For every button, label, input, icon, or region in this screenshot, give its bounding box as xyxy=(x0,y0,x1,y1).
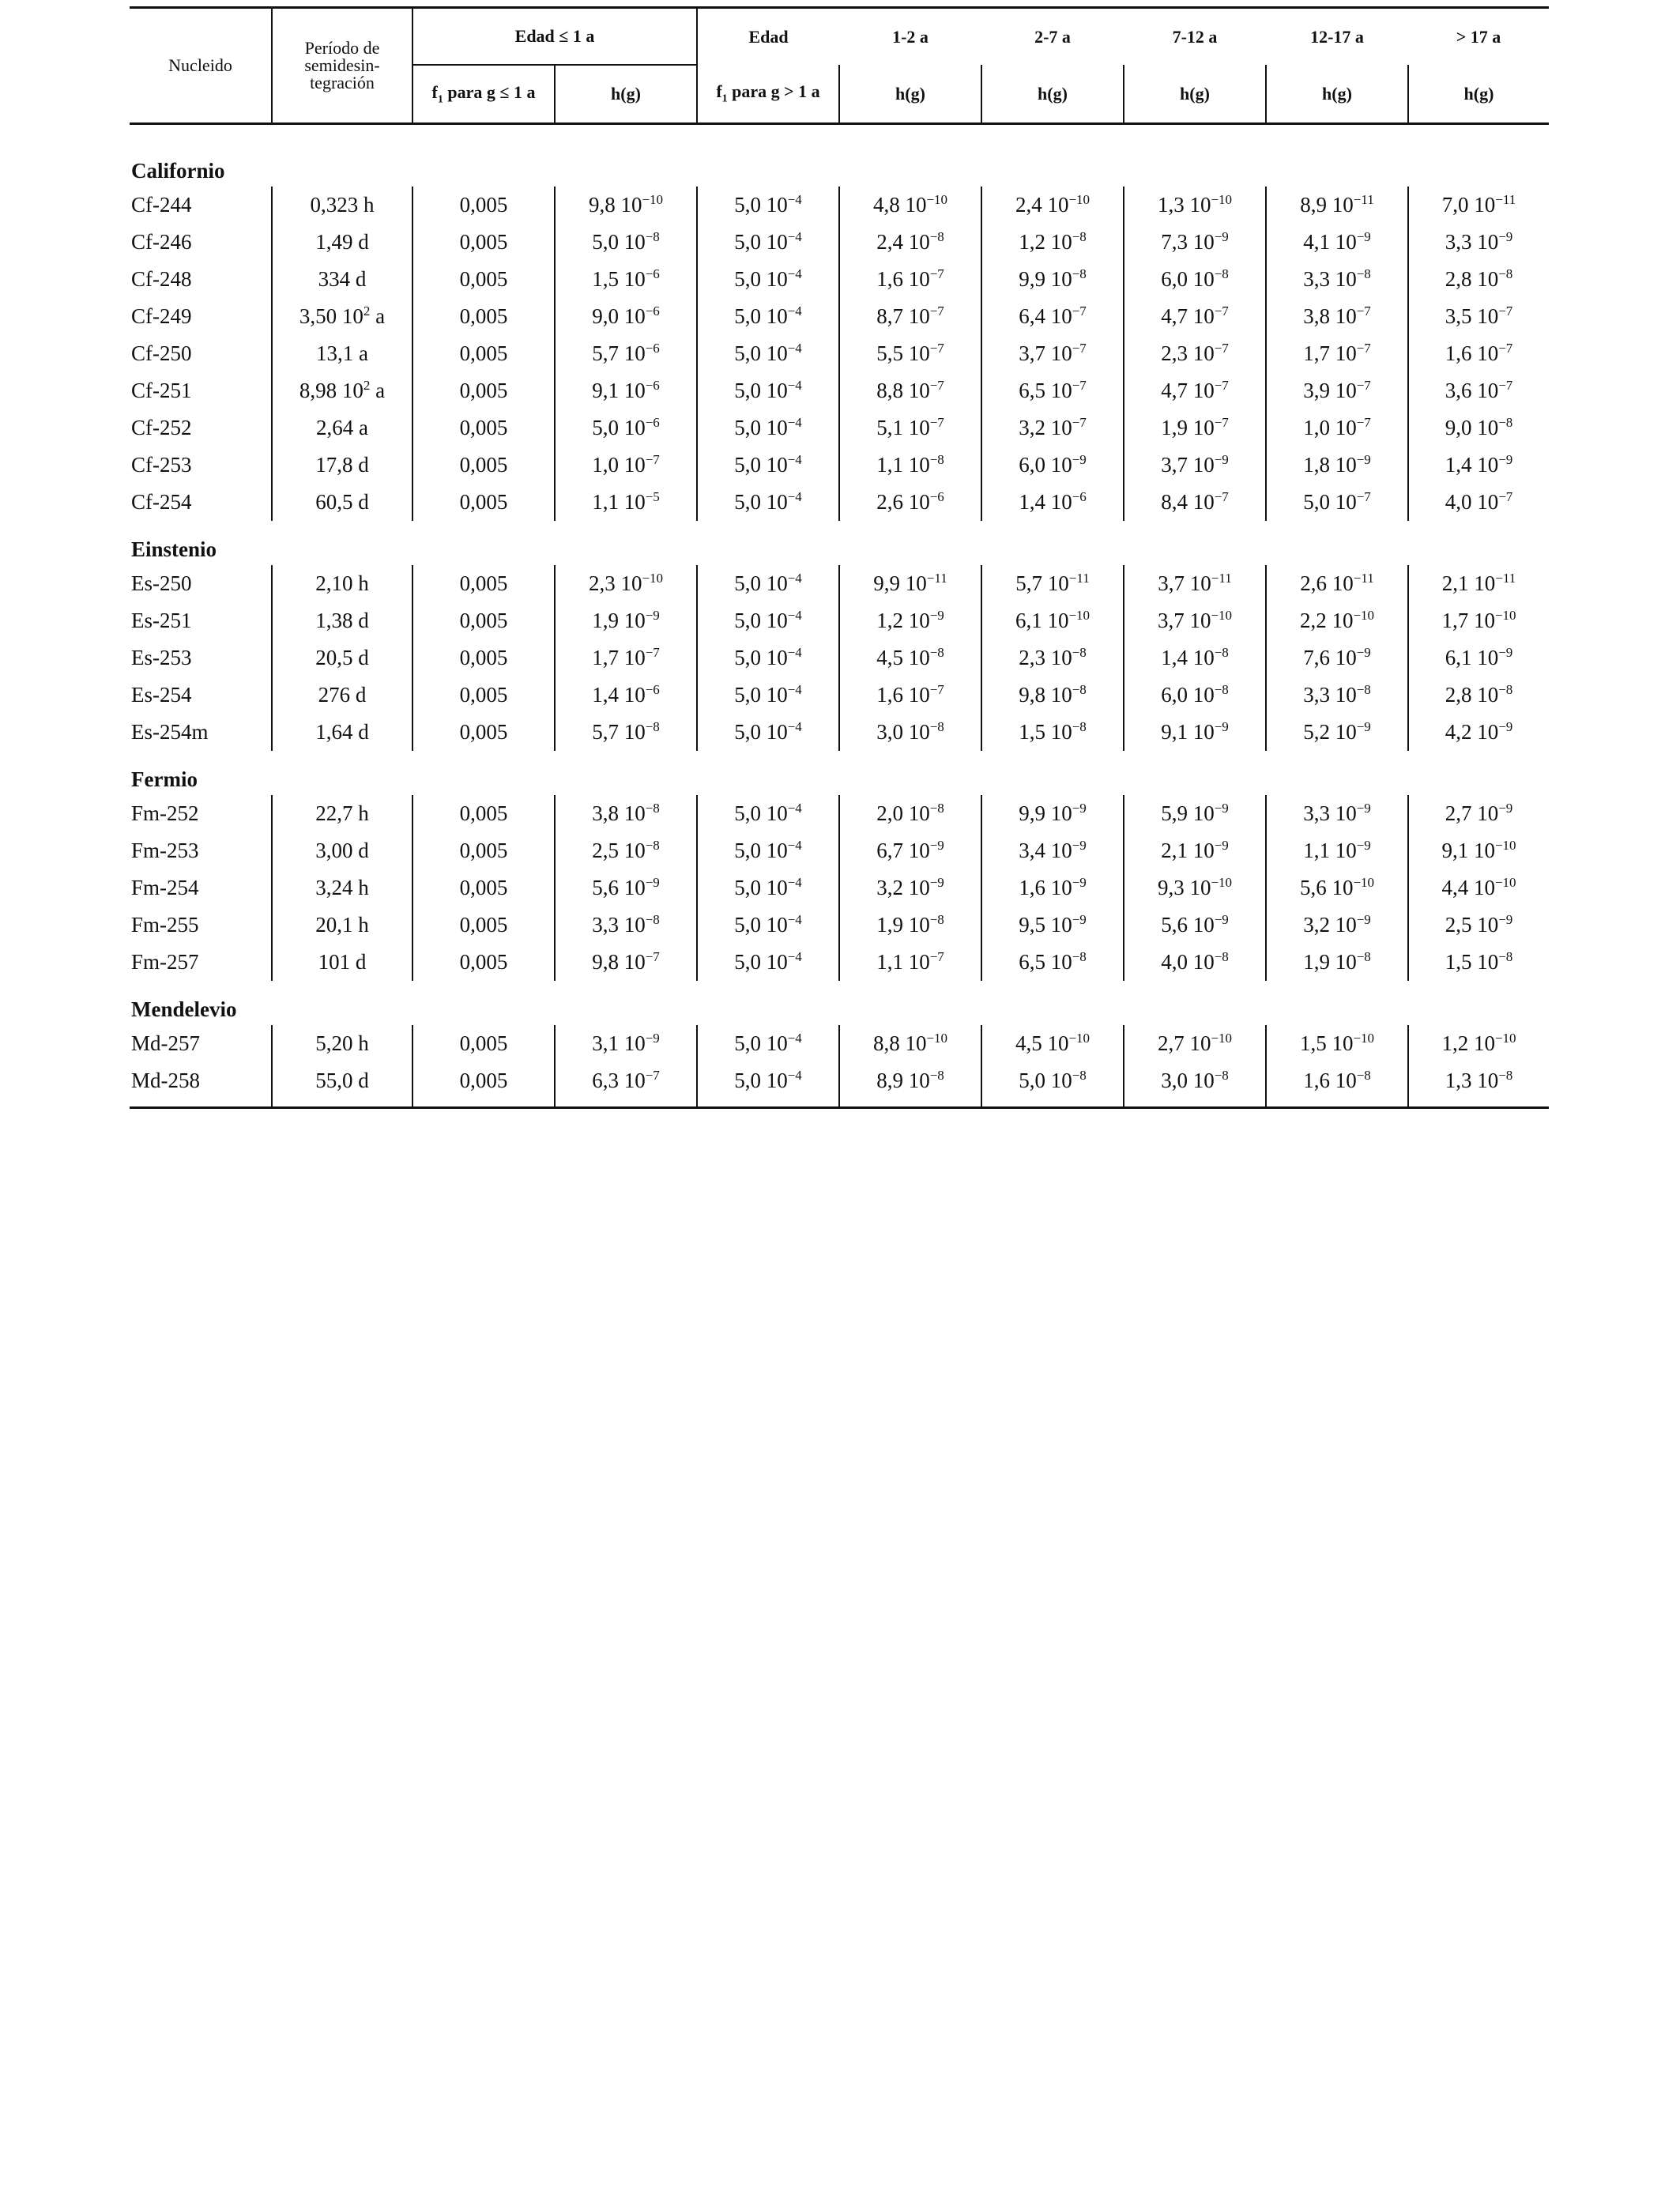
periodo-cell: 3,00 d xyxy=(272,832,412,869)
periodo-cell: 60,5 d xyxy=(272,484,412,521)
table-row xyxy=(130,907,1549,944)
periodo-cell: 13,1 a xyxy=(272,335,412,372)
h-7-12-cell: 1,3 $10^{-10}$ xyxy=(1124,187,1266,224)
group-title: Californio xyxy=(131,159,225,183)
h-le1-cell: 1,5 $10^{-6}$ xyxy=(555,261,697,298)
f1-gt1-cell: 5,0 $10^{-4}$ xyxy=(697,714,839,751)
table-row xyxy=(130,602,1549,639)
h-7-12-cell: 5,9 $10^{-9}$ xyxy=(1124,795,1266,832)
h-gt17-cell: 2,5 $10^{-9}$ xyxy=(1408,907,1549,944)
header-h-1-2: h(g) xyxy=(839,65,981,124)
h-gt17-cell: 2,8 $10^{-8}$ xyxy=(1408,261,1549,298)
f1-gt1-cell: 5,0 $10^{-4}$ xyxy=(697,1025,839,1062)
nucleido-cell: Cf-254 xyxy=(131,490,192,514)
h-le1-cell: 3,8 $10^{-8}$ xyxy=(555,795,697,832)
header-spacer xyxy=(130,124,1549,143)
group-row xyxy=(130,751,1549,795)
h-2-7-cell: 6,4 $10^{-7}$ xyxy=(981,298,1124,335)
h-1-2-cell: 3,2 $10^{-9}$ xyxy=(839,869,981,907)
h-7-12-cell: 4,7 $10^{-7}$ xyxy=(1124,298,1266,335)
table-row xyxy=(130,714,1549,751)
f1-gt1-cell: 5,0 $10^{-4}$ xyxy=(697,944,839,981)
h-1-2-cell: 8,8 $10^{-10}$ xyxy=(839,1025,981,1062)
periodo-cell: 55,0 d xyxy=(272,1062,412,1108)
table-row xyxy=(130,224,1549,261)
f1-gt1-cell: 5,0 $10^{-4}$ xyxy=(697,372,839,409)
nucleido-cell: Fm-252 xyxy=(131,801,199,825)
h-1-2-cell: 2,6 $10^{-6}$ xyxy=(839,484,981,521)
f1-le1-cell: 0,005 xyxy=(412,261,555,298)
h-le1-cell: 2,3 $10^{-10}$ xyxy=(555,565,697,602)
f1-le1-cell: 0,005 xyxy=(412,869,555,907)
nucleido-cell: Fm-254 xyxy=(131,876,199,899)
h-7-12-cell: 2,1 $10^{-9}$ xyxy=(1124,832,1266,869)
periodo-cell: 2,64 a xyxy=(272,409,412,447)
h-le1-cell: 9,8 $10^{-10}$ xyxy=(555,187,697,224)
h-gt17-cell: 1,5 $10^{-8}$ xyxy=(1408,944,1549,981)
h-le1-cell: 3,3 $10^{-8}$ xyxy=(555,907,697,944)
header-h-12-17: h(g) xyxy=(1266,65,1408,124)
f1-le1-cell: 0,005 xyxy=(412,409,555,447)
h-7-12-cell: 6,0 $10^{-8}$ xyxy=(1124,261,1266,298)
h-2-7-cell: 9,9 $10^{-9}$ xyxy=(981,795,1124,832)
f1-gt1-cell: 5,0 $10^{-4}$ xyxy=(697,224,839,261)
header-edad-le1: Edad ≤ 1 a xyxy=(412,8,697,66)
h-gt17-cell: 1,4 $10^{-9}$ xyxy=(1408,447,1549,484)
h-1-2-cell: 5,1 $10^{-7}$ xyxy=(839,409,981,447)
f1-le1-cell: 0,005 xyxy=(412,565,555,602)
table-row xyxy=(130,447,1549,484)
periodo-cell: 5,20 h xyxy=(272,1025,412,1062)
header-f1-gt1-text: $f_1$ para g > 1 a xyxy=(716,81,820,105)
h-2-7-cell: 6,5 $10^{-7}$ xyxy=(981,372,1124,409)
f1-le1-cell: 0,005 xyxy=(412,447,555,484)
h-2-7-cell: 1,4 $10^{-6}$ xyxy=(981,484,1124,521)
nucleido-cell: Cf-252 xyxy=(131,416,192,439)
h-le1-cell: 5,6 $10^{-9}$ xyxy=(555,869,697,907)
f1-gt1-cell: 5,0 $10^{-4}$ xyxy=(697,869,839,907)
h-1-2-cell: 3,0 $10^{-8}$ xyxy=(839,714,981,751)
h-2-7-cell: 9,5 $10^{-9}$ xyxy=(981,907,1124,944)
group-row xyxy=(130,142,1549,187)
table-row xyxy=(130,335,1549,372)
header-periodo-line-3: tegración xyxy=(310,73,375,92)
header-h-2-7: h(g) xyxy=(981,65,1124,124)
f1-gt1-cell: 5,0 $10^{-4}$ xyxy=(697,907,839,944)
h-2-7-cell: 5,7 $10^{-11}$ xyxy=(981,565,1124,602)
h-gt17-cell: 2,8 $10^{-8}$ xyxy=(1408,677,1549,714)
h-le1-cell: 3,1 $10^{-9}$ xyxy=(555,1025,697,1062)
periodo-cell: 1,64 d xyxy=(272,714,412,751)
nucleido-cell: Cf-248 xyxy=(131,267,192,291)
header-f1-le1-text: $f_1$ para g ≤ 1 a xyxy=(431,81,536,106)
h-le1-cell: 2,5 $10^{-8}$ xyxy=(555,832,697,869)
h-12-17-cell: 3,3 $10^{-8}$ xyxy=(1266,261,1408,298)
h-gt17-cell: 3,6 $10^{-7}$ xyxy=(1408,372,1549,409)
header-periodo-line-2: semidesin- xyxy=(304,55,380,75)
header-periodo-line-1: Período de xyxy=(304,38,380,58)
h-gt17-cell: 9,1 $10^{-10}$ xyxy=(1408,832,1549,869)
h-2-7-cell: 9,9 $10^{-8}$ xyxy=(981,261,1124,298)
nucleido-cell: Es-254m xyxy=(131,720,209,744)
h-1-2-cell: 2,4 $10^{-8}$ xyxy=(839,224,981,261)
f1-gt1-cell: 5,0 $10^{-4}$ xyxy=(697,677,839,714)
f1-gt1-cell: 5,0 $10^{-4}$ xyxy=(697,484,839,521)
h-1-2-cell: 4,8 $10^{-10}$ xyxy=(839,187,981,224)
h-7-12-cell: 8,4 $10^{-7}$ xyxy=(1124,484,1266,521)
h-12-17-cell: 7,6 $10^{-9}$ xyxy=(1266,639,1408,677)
h-le1-cell: 5,7 $10^{-6}$ xyxy=(555,335,697,372)
periodo-cell: 8,98 $10^2$ a xyxy=(272,372,412,409)
table-row xyxy=(130,677,1549,714)
h-2-7-cell: 1,5 $10^{-8}$ xyxy=(981,714,1124,751)
periodo-cell: 3,50 $10^2$ a xyxy=(272,298,412,335)
h-le1-cell: 1,4 $10^{-6}$ xyxy=(555,677,697,714)
h-7-12-cell: 7,3 $10^{-9}$ xyxy=(1124,224,1266,261)
h-le1-cell: 5,7 $10^{-8}$ xyxy=(555,714,697,751)
table-row xyxy=(130,795,1549,832)
h-le1-cell: 9,8 $10^{-7}$ xyxy=(555,944,697,981)
h-gt17-cell: 4,4 $10^{-10}$ xyxy=(1408,869,1549,907)
dose-coefficient-table xyxy=(130,6,1549,1109)
h-2-7-cell: 6,5 $10^{-8}$ xyxy=(981,944,1124,981)
h-gt17-cell: 2,7 $10^{-9}$ xyxy=(1408,795,1549,832)
h-12-17-cell: 1,8 $10^{-9}$ xyxy=(1266,447,1408,484)
h-7-12-cell: 3,7 $10^{-10}$ xyxy=(1124,602,1266,639)
f1-le1-cell: 0,005 xyxy=(412,602,555,639)
periodo-cell: 101 d xyxy=(272,944,412,981)
h-2-7-cell: 6,1 $10^{-10}$ xyxy=(981,602,1124,639)
f1-gt1-cell: 5,0 $10^{-4}$ xyxy=(697,832,839,869)
nucleido-cell: Es-250 xyxy=(131,571,192,595)
h-7-12-cell: 9,3 $10^{-10}$ xyxy=(1124,869,1266,907)
nucleido-cell: Cf-249 xyxy=(131,304,192,328)
h-7-12-cell: 4,0 $10^{-8}$ xyxy=(1124,944,1266,981)
h-7-12-cell: 1,9 $10^{-7}$ xyxy=(1124,409,1266,447)
header-nucleido: Nucleido xyxy=(130,8,272,124)
h-gt17-cell: 7,0 $10^{-11}$ xyxy=(1408,187,1549,224)
nucleido-cell: Cf-250 xyxy=(131,341,192,365)
h-12-17-cell: 5,6 $10^{-10}$ xyxy=(1266,869,1408,907)
h-12-17-cell: 1,0 $10^{-7}$ xyxy=(1266,409,1408,447)
f1-gt1-cell: 5,0 $10^{-4}$ xyxy=(697,602,839,639)
h-1-2-cell: 1,2 $10^{-9}$ xyxy=(839,602,981,639)
h-7-12-cell: 2,3 $10^{-7}$ xyxy=(1124,335,1266,372)
h-1-2-cell: 8,7 $10^{-7}$ xyxy=(839,298,981,335)
header-age-gt17: > 17 a xyxy=(1408,8,1549,66)
h-le1-cell: 9,0 $10^{-6}$ xyxy=(555,298,697,335)
f1-le1-cell: 0,005 xyxy=(412,484,555,521)
table-row xyxy=(130,565,1549,602)
f1-le1-cell: 0,005 xyxy=(412,298,555,335)
h-12-17-cell: 3,9 $10^{-7}$ xyxy=(1266,372,1408,409)
h-gt17-cell: 2,1 $10^{-11}$ xyxy=(1408,565,1549,602)
nucleido-cell: Md-257 xyxy=(131,1031,200,1055)
header-h-le1: h(g) xyxy=(555,65,697,124)
nucleido-cell: Fm-257 xyxy=(131,950,199,974)
nucleido-cell: Cf-251 xyxy=(131,379,192,402)
header-periodo xyxy=(272,8,412,124)
h-gt17-cell: 1,6 $10^{-7}$ xyxy=(1408,335,1549,372)
h-12-17-cell: 1,5 $10^{-10}$ xyxy=(1266,1025,1408,1062)
h-2-7-cell: 3,7 $10^{-7}$ xyxy=(981,335,1124,372)
nucleido-cell: Es-253 xyxy=(131,646,192,669)
h-12-17-cell: 3,2 $10^{-9}$ xyxy=(1266,907,1408,944)
header-h-gt17: h(g) xyxy=(1408,65,1549,124)
h-2-7-cell: 3,4 $10^{-9}$ xyxy=(981,832,1124,869)
h-gt17-cell: 9,0 $10^{-8}$ xyxy=(1408,409,1549,447)
h-2-7-cell: 3,2 $10^{-7}$ xyxy=(981,409,1124,447)
f1-le1-cell: 0,005 xyxy=(412,1062,555,1108)
h-7-12-cell: 1,4 $10^{-8}$ xyxy=(1124,639,1266,677)
table-row xyxy=(130,409,1549,447)
h-gt17-cell: 4,0 $10^{-7}$ xyxy=(1408,484,1549,521)
nucleido-cell: Fm-253 xyxy=(131,839,199,862)
h-gt17-cell: 1,2 $10^{-10}$ xyxy=(1408,1025,1549,1062)
header-age-1-2: 1-2 a xyxy=(839,8,981,66)
table-row xyxy=(130,261,1549,298)
table-row xyxy=(130,1062,1549,1108)
f1-le1-cell: 0,005 xyxy=(412,714,555,751)
nucleido-cell: Cf-253 xyxy=(131,453,192,477)
header-age-2-7: 2-7 a xyxy=(981,8,1124,66)
periodo-cell: 1,38 d xyxy=(272,602,412,639)
h-7-12-cell: 4,7 $10^{-7}$ xyxy=(1124,372,1266,409)
h-1-2-cell: 4,5 $10^{-8}$ xyxy=(839,639,981,677)
h-7-12-cell: 3,7 $10^{-9}$ xyxy=(1124,447,1266,484)
h-2-7-cell: 1,6 $10^{-9}$ xyxy=(981,869,1124,907)
f1-gt1-cell: 5,0 $10^{-4}$ xyxy=(697,335,839,372)
header-edad: Edad xyxy=(697,8,839,66)
table-row xyxy=(130,869,1549,907)
h-12-17-cell: 2,2 $10^{-10}$ xyxy=(1266,602,1408,639)
h-gt17-cell: 3,5 $10^{-7}$ xyxy=(1408,298,1549,335)
f1-gt1-cell: 5,0 $10^{-4}$ xyxy=(697,409,839,447)
f1-gt1-cell: 5,0 $10^{-4}$ xyxy=(697,298,839,335)
h-2-7-cell: 5,0 $10^{-8}$ xyxy=(981,1062,1124,1108)
h-1-2-cell: 1,1 $10^{-8}$ xyxy=(839,447,981,484)
h-gt17-cell: 4,2 $10^{-9}$ xyxy=(1408,714,1549,751)
header-f1-gt1 xyxy=(697,65,839,124)
periodo-cell: 20,5 d xyxy=(272,639,412,677)
table-row xyxy=(130,187,1549,224)
h-7-12-cell: 3,7 $10^{-11}$ xyxy=(1124,565,1266,602)
f1-le1-cell: 0,005 xyxy=(412,372,555,409)
h-1-2-cell: 1,9 $10^{-8}$ xyxy=(839,907,981,944)
header-age-7-12: 7-12 a xyxy=(1124,8,1266,66)
h-1-2-cell: 6,7 $10^{-9}$ xyxy=(839,832,981,869)
periodo-cell: 17,8 d xyxy=(272,447,412,484)
f1-gt1-cell: 5,0 $10^{-4}$ xyxy=(697,187,839,224)
table-row xyxy=(130,484,1549,521)
f1-le1-cell: 0,005 xyxy=(412,1025,555,1062)
h-12-17-cell: 2,6 $10^{-11}$ xyxy=(1266,565,1408,602)
f1-gt1-cell: 5,0 $10^{-4}$ xyxy=(697,1062,839,1108)
nucleido-cell: Cf-244 xyxy=(131,193,192,217)
h-1-2-cell: 8,9 $10^{-8}$ xyxy=(839,1062,981,1108)
f1-le1-cell: 0,005 xyxy=(412,944,555,981)
f1-le1-cell: 0,005 xyxy=(412,795,555,832)
h-12-17-cell: 5,2 $10^{-9}$ xyxy=(1266,714,1408,751)
spacer-row xyxy=(130,124,1549,143)
f1-le1-cell: 0,005 xyxy=(412,639,555,677)
f1-gt1-cell: 5,0 $10^{-4}$ xyxy=(697,261,839,298)
h-1-2-cell: 8,8 $10^{-7}$ xyxy=(839,372,981,409)
h-12-17-cell: 3,3 $10^{-9}$ xyxy=(1266,795,1408,832)
header-f1-le1 xyxy=(412,65,555,124)
h-1-2-cell: 5,5 $10^{-7}$ xyxy=(839,335,981,372)
f1-le1-cell: 0,005 xyxy=(412,187,555,224)
h-12-17-cell: 8,9 $10^{-11}$ xyxy=(1266,187,1408,224)
periodo-cell: 3,24 h xyxy=(272,869,412,907)
periodo-cell: 0,323 h xyxy=(272,187,412,224)
nucleido-cell: Md-258 xyxy=(130,1062,272,1108)
f1-gt1-cell: 5,0 $10^{-4}$ xyxy=(697,447,839,484)
h-2-7-cell: 2,3 $10^{-8}$ xyxy=(981,639,1124,677)
h-12-17-cell: 1,1 $10^{-9}$ xyxy=(1266,832,1408,869)
h-12-17-cell: 3,8 $10^{-7}$ xyxy=(1266,298,1408,335)
h-2-7-cell: 6,0 $10^{-9}$ xyxy=(981,447,1124,484)
group-row xyxy=(130,521,1549,565)
h-2-7-cell: 9,8 $10^{-8}$ xyxy=(981,677,1124,714)
h-le1-cell: 1,1 $10^{-5}$ xyxy=(555,484,697,521)
f1-le1-cell: 0,005 xyxy=(412,907,555,944)
f1-le1-cell: 0,005 xyxy=(412,335,555,372)
table-row xyxy=(130,944,1549,981)
h-le1-cell: 1,7 $10^{-7}$ xyxy=(555,639,697,677)
table-row xyxy=(130,1025,1549,1062)
f1-le1-cell: 0,005 xyxy=(412,224,555,261)
h-12-17-cell: 1,6 $10^{-8}$ xyxy=(1266,1062,1408,1108)
header-h-7-12: h(g) xyxy=(1124,65,1266,124)
h-7-12-cell: 9,1 $10^{-9}$ xyxy=(1124,714,1266,751)
h-7-12-cell: 3,0 $10^{-8}$ xyxy=(1124,1062,1266,1108)
h-7-12-cell: 2,7 $10^{-10}$ xyxy=(1124,1025,1266,1062)
nucleido-cell: Es-254 xyxy=(131,683,192,707)
h-2-7-cell: 1,2 $10^{-8}$ xyxy=(981,224,1124,261)
h-gt17-cell: 1,3 $10^{-8}$ xyxy=(1408,1062,1549,1108)
h-2-7-cell: 4,5 $10^{-10}$ xyxy=(981,1025,1124,1062)
h-le1-cell: 9,1 $10^{-6}$ xyxy=(555,372,697,409)
periodo-cell: 276 d xyxy=(272,677,412,714)
h-1-2-cell: 1,1 $10^{-7}$ xyxy=(839,944,981,981)
h-2-7-cell: 2,4 $10^{-10}$ xyxy=(981,187,1124,224)
periodo-cell: 20,1 h xyxy=(272,907,412,944)
h-7-12-cell: 6,0 $10^{-8}$ xyxy=(1124,677,1266,714)
periodo-cell: 2,10 h xyxy=(272,565,412,602)
h-12-17-cell: 5,0 $10^{-7}$ xyxy=(1266,484,1408,521)
table-row xyxy=(130,372,1549,409)
nucleido-cell: Fm-255 xyxy=(131,913,199,937)
f1-gt1-cell: 5,0 $10^{-4}$ xyxy=(697,565,839,602)
header-age-12-17: 12-17 a xyxy=(1266,8,1408,66)
h-1-2-cell: 9,9 $10^{-11}$ xyxy=(839,565,981,602)
h-gt17-cell: 1,7 $10^{-10}$ xyxy=(1408,602,1549,639)
periodo-cell: 1,49 d xyxy=(272,224,412,261)
h-12-17-cell: 3,3 $10^{-8}$ xyxy=(1266,677,1408,714)
periodo-cell: 22,7 h xyxy=(272,795,412,832)
group-title: Einstenio xyxy=(131,537,217,561)
h-le1-cell: 5,0 $10^{-8}$ xyxy=(555,224,697,261)
table-body xyxy=(130,124,1549,1108)
h-12-17-cell: 4,1 $10^{-9}$ xyxy=(1266,224,1408,261)
group-row xyxy=(130,981,1549,1025)
table-row xyxy=(130,639,1549,677)
table-header xyxy=(130,8,1549,124)
h-1-2-cell: 2,0 $10^{-8}$ xyxy=(839,795,981,832)
table-row xyxy=(130,298,1549,335)
h-le1-cell: 5,0 $10^{-6}$ xyxy=(555,409,697,447)
periodo-cell: 334 d xyxy=(272,261,412,298)
h-le1-cell: 1,0 $10^{-7}$ xyxy=(555,447,697,484)
nucleido-cell: Cf-246 xyxy=(131,230,192,254)
nucleido-cell: Es-251 xyxy=(131,609,192,632)
f1-le1-cell: 0,005 xyxy=(412,832,555,869)
h-le1-cell: 6,3 $10^{-7}$ xyxy=(555,1062,697,1108)
group-title: Fermio xyxy=(131,767,198,791)
h-1-2-cell: 1,6 $10^{-7}$ xyxy=(839,261,981,298)
h-le1-cell: 1,9 $10^{-9}$ xyxy=(555,602,697,639)
h-1-2-cell: 1,6 $10^{-7}$ xyxy=(839,677,981,714)
h-12-17-cell: 1,9 $10^{-8}$ xyxy=(1266,944,1408,981)
h-gt17-cell: 6,1 $10^{-9}$ xyxy=(1408,639,1549,677)
group-title: Mendelevio xyxy=(131,997,237,1021)
h-gt17-cell: 3,3 $10^{-9}$ xyxy=(1408,224,1549,261)
h-12-17-cell: 1,7 $10^{-7}$ xyxy=(1266,335,1408,372)
f1-gt1-cell: 5,0 $10^{-4}$ xyxy=(697,795,839,832)
f1-le1-cell: 0,005 xyxy=(412,677,555,714)
f1-gt1-cell: 5,0 $10^{-4}$ xyxy=(697,639,839,677)
table-row xyxy=(130,832,1549,869)
h-7-12-cell: 5,6 $10^{-9}$ xyxy=(1124,907,1266,944)
